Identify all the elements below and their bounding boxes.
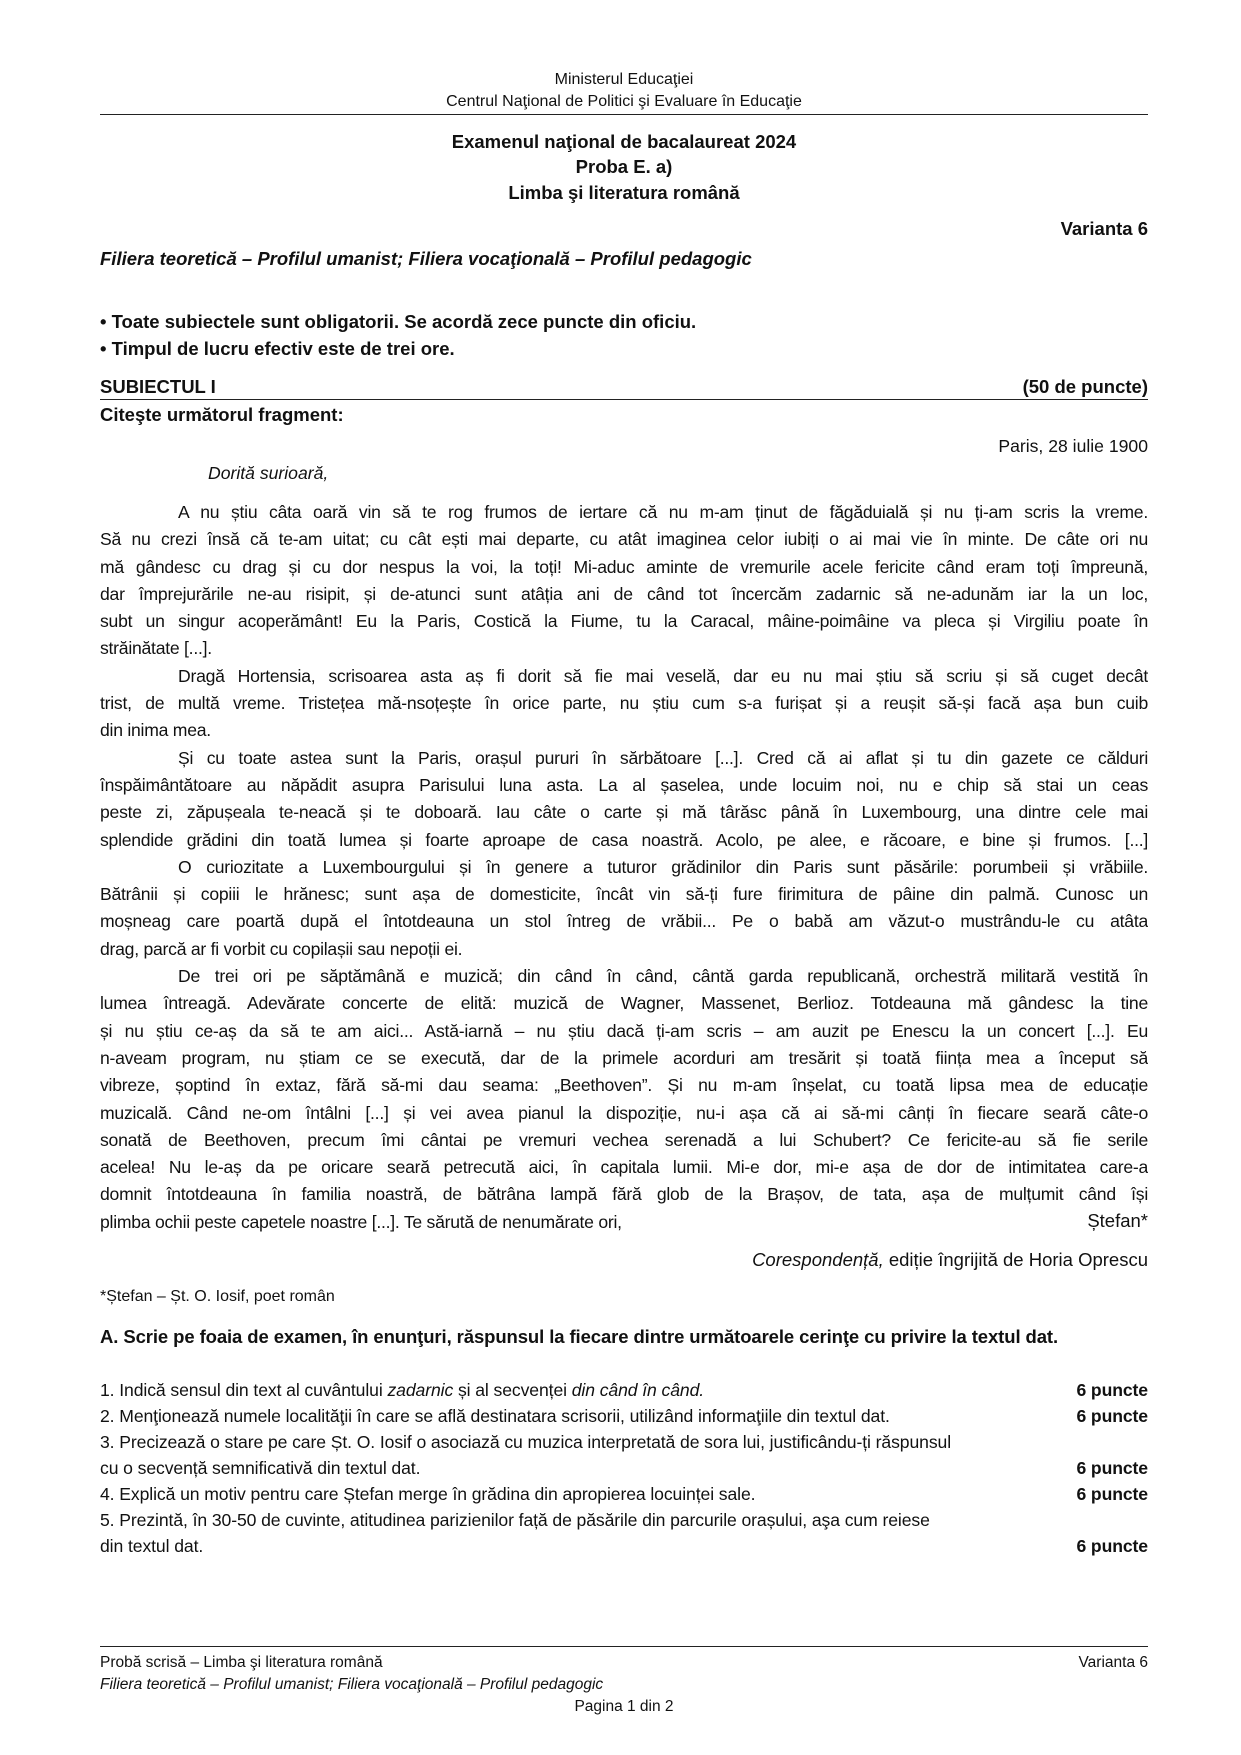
q4-text: 4. Explică un motiv pentru care Ștefan merge în grădina din apropierea locuinței sale. [100, 1484, 756, 1504]
q1-term: zadarnic [387, 1380, 454, 1400]
letter-source [752, 1247, 1148, 1273]
source-title: Corespondență, [752, 1249, 884, 1270]
footnote: *Ștefan – Șt. O. Iosif, poet român [100, 1288, 335, 1305]
q3-text-2: cu o secvență semnificativă din textul dat. [100, 1458, 421, 1478]
question-3 [100, 1429, 1148, 1481]
footer-left: Probă scrisă – Limba şi literatura română [100, 1654, 383, 1671]
letter-line: O curiozitate a Luxembourgului și în genere a tuturor grădinilor din Paris sunt păsările: porumbeii și vrăbiile. [178, 856, 1148, 877]
letter-line: A nu știu câta oară vin să te rog frumos de iertare că nu m-am ținut de făgăduială și nu ți-am scris la vreme. [178, 502, 1148, 522]
q3-points: 6 puncte [1076, 1458, 1148, 1478]
letter-line: n-aveam program, nu știam ce se execută, dar de la primele acorduri am tresărit și toată ființa mea a început să [100, 1047, 1148, 1068]
letter-signature: Ștefan* [1087, 1210, 1148, 1231]
q5-text-2: din textul dat. [100, 1536, 204, 1556]
q2-points: 6 puncte [1076, 1406, 1148, 1426]
letter-line: Și cu toate astea sunt la Paris, orașul pururi în sărbătoare [...]. Cred că ai aflat și tu din gazete ce călduri [178, 747, 1148, 768]
q3-text: 3. Precizează o stare pe care Șt. O. Iosif o asociază cu muzica interpretată de sora lui, justificându-ți răspunsul [100, 1432, 952, 1452]
center-name: Centrul Naţional de Politici şi Evaluare în Educaţie [446, 93, 802, 110]
letter-line: străinătate [...]. [100, 638, 212, 659]
letter-line: plimba ochii peste capetele noastre [...]. Te sărută de nenumărate ori, [100, 1211, 622, 1232]
letter-line: De trei ori pe săptămână e muzică; din când în când, cântă garda republicană, orchestră militară vestită în [178, 966, 1148, 987]
letter-line: Să nu crezi însă că te-am uitat; cu cât ești mai departe, cu atât imaginea celor iubiți o ai mai vie în minte. De câte ori nu [100, 529, 1148, 550]
question-4 [100, 1481, 1148, 1507]
q1-sequence: din când în când. [571, 1380, 705, 1400]
q1-text: 1. Indică sensul din text al cuvântului [100, 1380, 388, 1400]
letter-line: drag, parcă ar fi vorbit cu copilașii sau nepoții ei. [100, 938, 463, 959]
rule-2: • Timpul de lucru efectiv este de trei ore. [100, 338, 455, 359]
page-number: Pagina 1 din 2 [574, 1698, 674, 1715]
letter-line: domnit întotdeauna în familia noastră, de bătrâna lampă fără glob de la Brașov, de tata, așa de mulțumit când își [100, 1184, 1148, 1205]
question-1 [100, 1377, 1148, 1403]
letter-line: și nu știu ce-aș da să te am aici... Astă-iarnă – nu știu dacă ți-am scris – am auzit pe Enescu la un concert [...]. Eu [100, 1020, 1148, 1041]
questions [100, 1377, 1148, 1559]
footer-filiera: Filiera teoretică – Profilul umanist; Filiera vocaţională – Profilul pedagogic [100, 1676, 604, 1693]
letter-line: muzicală. Când ne-om întâlni [...] și vei avea pianul la dispoziție, nu-i așa că ai să-mi cânți în fiecare seară câte-o [100, 1102, 1148, 1123]
question-2 [100, 1403, 1148, 1429]
header-divider [100, 114, 1148, 115]
letter-line: subt un singur acoperământ! Eu la Paris, Costică la Fiume, tu la Caracal, mâine-poimâine va pleca și Virgiliu poate în [100, 611, 1148, 632]
q1-points: 6 puncte [1076, 1380, 1148, 1400]
letter-line: trist, de multă vreme. Tristețea mă-nsoțește în orice parte, nu știu cum s-a furișat și a reușit să-și facă așa bun cuib [100, 693, 1148, 714]
letter-line: lumea întreagă. Adevărate concerte de elită: muzică de Wagner, Massenet, Berlioz. Totdeauna mă gândesc la tine [100, 993, 1148, 1014]
part-a-instruction: A. Scrie pe foaia de examen, în enunţuri, răspunsul la fiecare dintre următoarele cerinţe cu privire la textul dat. [100, 1326, 1059, 1347]
exam-proba: Proba E. a) [575, 156, 673, 177]
letter-body [100, 499, 1148, 1236]
reading-instruction: Citeşte următorul fragment: [100, 404, 344, 425]
letter-line: acelea! Nu le-aș da pe oricare seară petrecută aici, în capitala lumii. Mi-e dor, mi-e așa de dor de intimitatea care-a [100, 1157, 1148, 1178]
ministry-name: Ministerul Educaţiei [554, 71, 694, 88]
section-points: (50 de puncte) [1022, 376, 1148, 397]
exam-title: Examenul naţional de bacalaureat 2024 [451, 131, 797, 152]
letter-line: mă gândesc cu drag și cu dor nespus la voi, la toți! Mi-aduc aminte de vremurile acele fericite când eram toți împreună, [100, 556, 1148, 577]
letter-line: splendide grădini din toată lumea și foarte aproape de casa noastră. Acolo, pe alee, e răcoare, e bine și frumos. [...] [100, 829, 1148, 850]
source-editor: ediție îngrijită de Horia Oprescu [883, 1249, 1148, 1270]
letter-salutation: Dorită surioară, [208, 463, 329, 483]
footer-variant: Varianta 6 [1078, 1654, 1148, 1671]
letter-line: din inima mea. [100, 720, 211, 741]
question-5 [100, 1507, 1148, 1559]
q5-text: 5. Prezintă, în 30-50 de cuvinte, atitudinea parizienilor față de păsările din parcurile orașului, aşa cum reiese [100, 1510, 930, 1530]
section-divider [100, 399, 1148, 400]
letter-line: moșneag care poartă după el întotdeauna un stol întreg de vrăbii... Pe o babă am văzut-o mustrându-le cu atâta [100, 911, 1148, 932]
letter-line: vibreze, șoptind în extaz, fără să-mi dau seama: „Beethoven”. Și nu m-am înșelat, cu toată lipsa mea de educație [100, 1075, 1148, 1096]
letter-place-date: Paris, 28 iulie 1900 [998, 436, 1148, 456]
letter-line: Dragă Hortensia, scrisoarea asta aș fi dorit să fie mai veselă, dar eu nu mai știu să scriu și să cuget decât [178, 665, 1148, 686]
footer-divider [100, 1646, 1148, 1647]
letter-line: dar împrejurările ne-au risipit, și de-atunci sunt atâția ani de când tot încercăm zadarnic să ne-adunăm iar la un loc, [100, 583, 1148, 604]
q2-text: 2. Menţionează numele localităţii în care se află destinatara scrisorii, utilizând informaţiile din textul dat. [100, 1406, 890, 1426]
filiera-label: Filiera teoretică – Profilul umanist; Filiera vocaţională – Profilul pedagogic [100, 248, 752, 269]
letter-line: înspăimântătoare au năpădit asupra Parisului luna asta. La al șaselea, unde locuim noi, nu e chip să stai un ceas [100, 774, 1148, 795]
exam-subject: Limba şi literatura română [508, 182, 740, 203]
letter-line: Bătrânii și copiii le hrănesc; sunt așa de domesticite, încât vin să-ți fure firimitura de pâine din palmă. Cunosc un [100, 884, 1148, 905]
variant-label: Varianta 6 [1060, 218, 1148, 239]
letter-line: sonată de Beethoven, precum îmi cântai pe vremuri vechea serenadă a lui Schubert? Ce fericite-au să fie serile [100, 1129, 1148, 1150]
q4-points: 6 puncte [1076, 1484, 1148, 1504]
section-title: SUBIECTUL I [100, 376, 216, 397]
q5-points: 6 puncte [1076, 1536, 1148, 1556]
rule-1: • Toate subiectele sunt obligatorii. Se acordă zece puncte din oficiu. [100, 311, 697, 332]
letter-line: peste zi, zăpușeala te-neacă și te doboară. Iau câte o carte și mă târăsc până în Luxembourg, una dintre cele mai [100, 802, 1148, 823]
q1-text-2: și al secvenței [453, 1380, 572, 1400]
